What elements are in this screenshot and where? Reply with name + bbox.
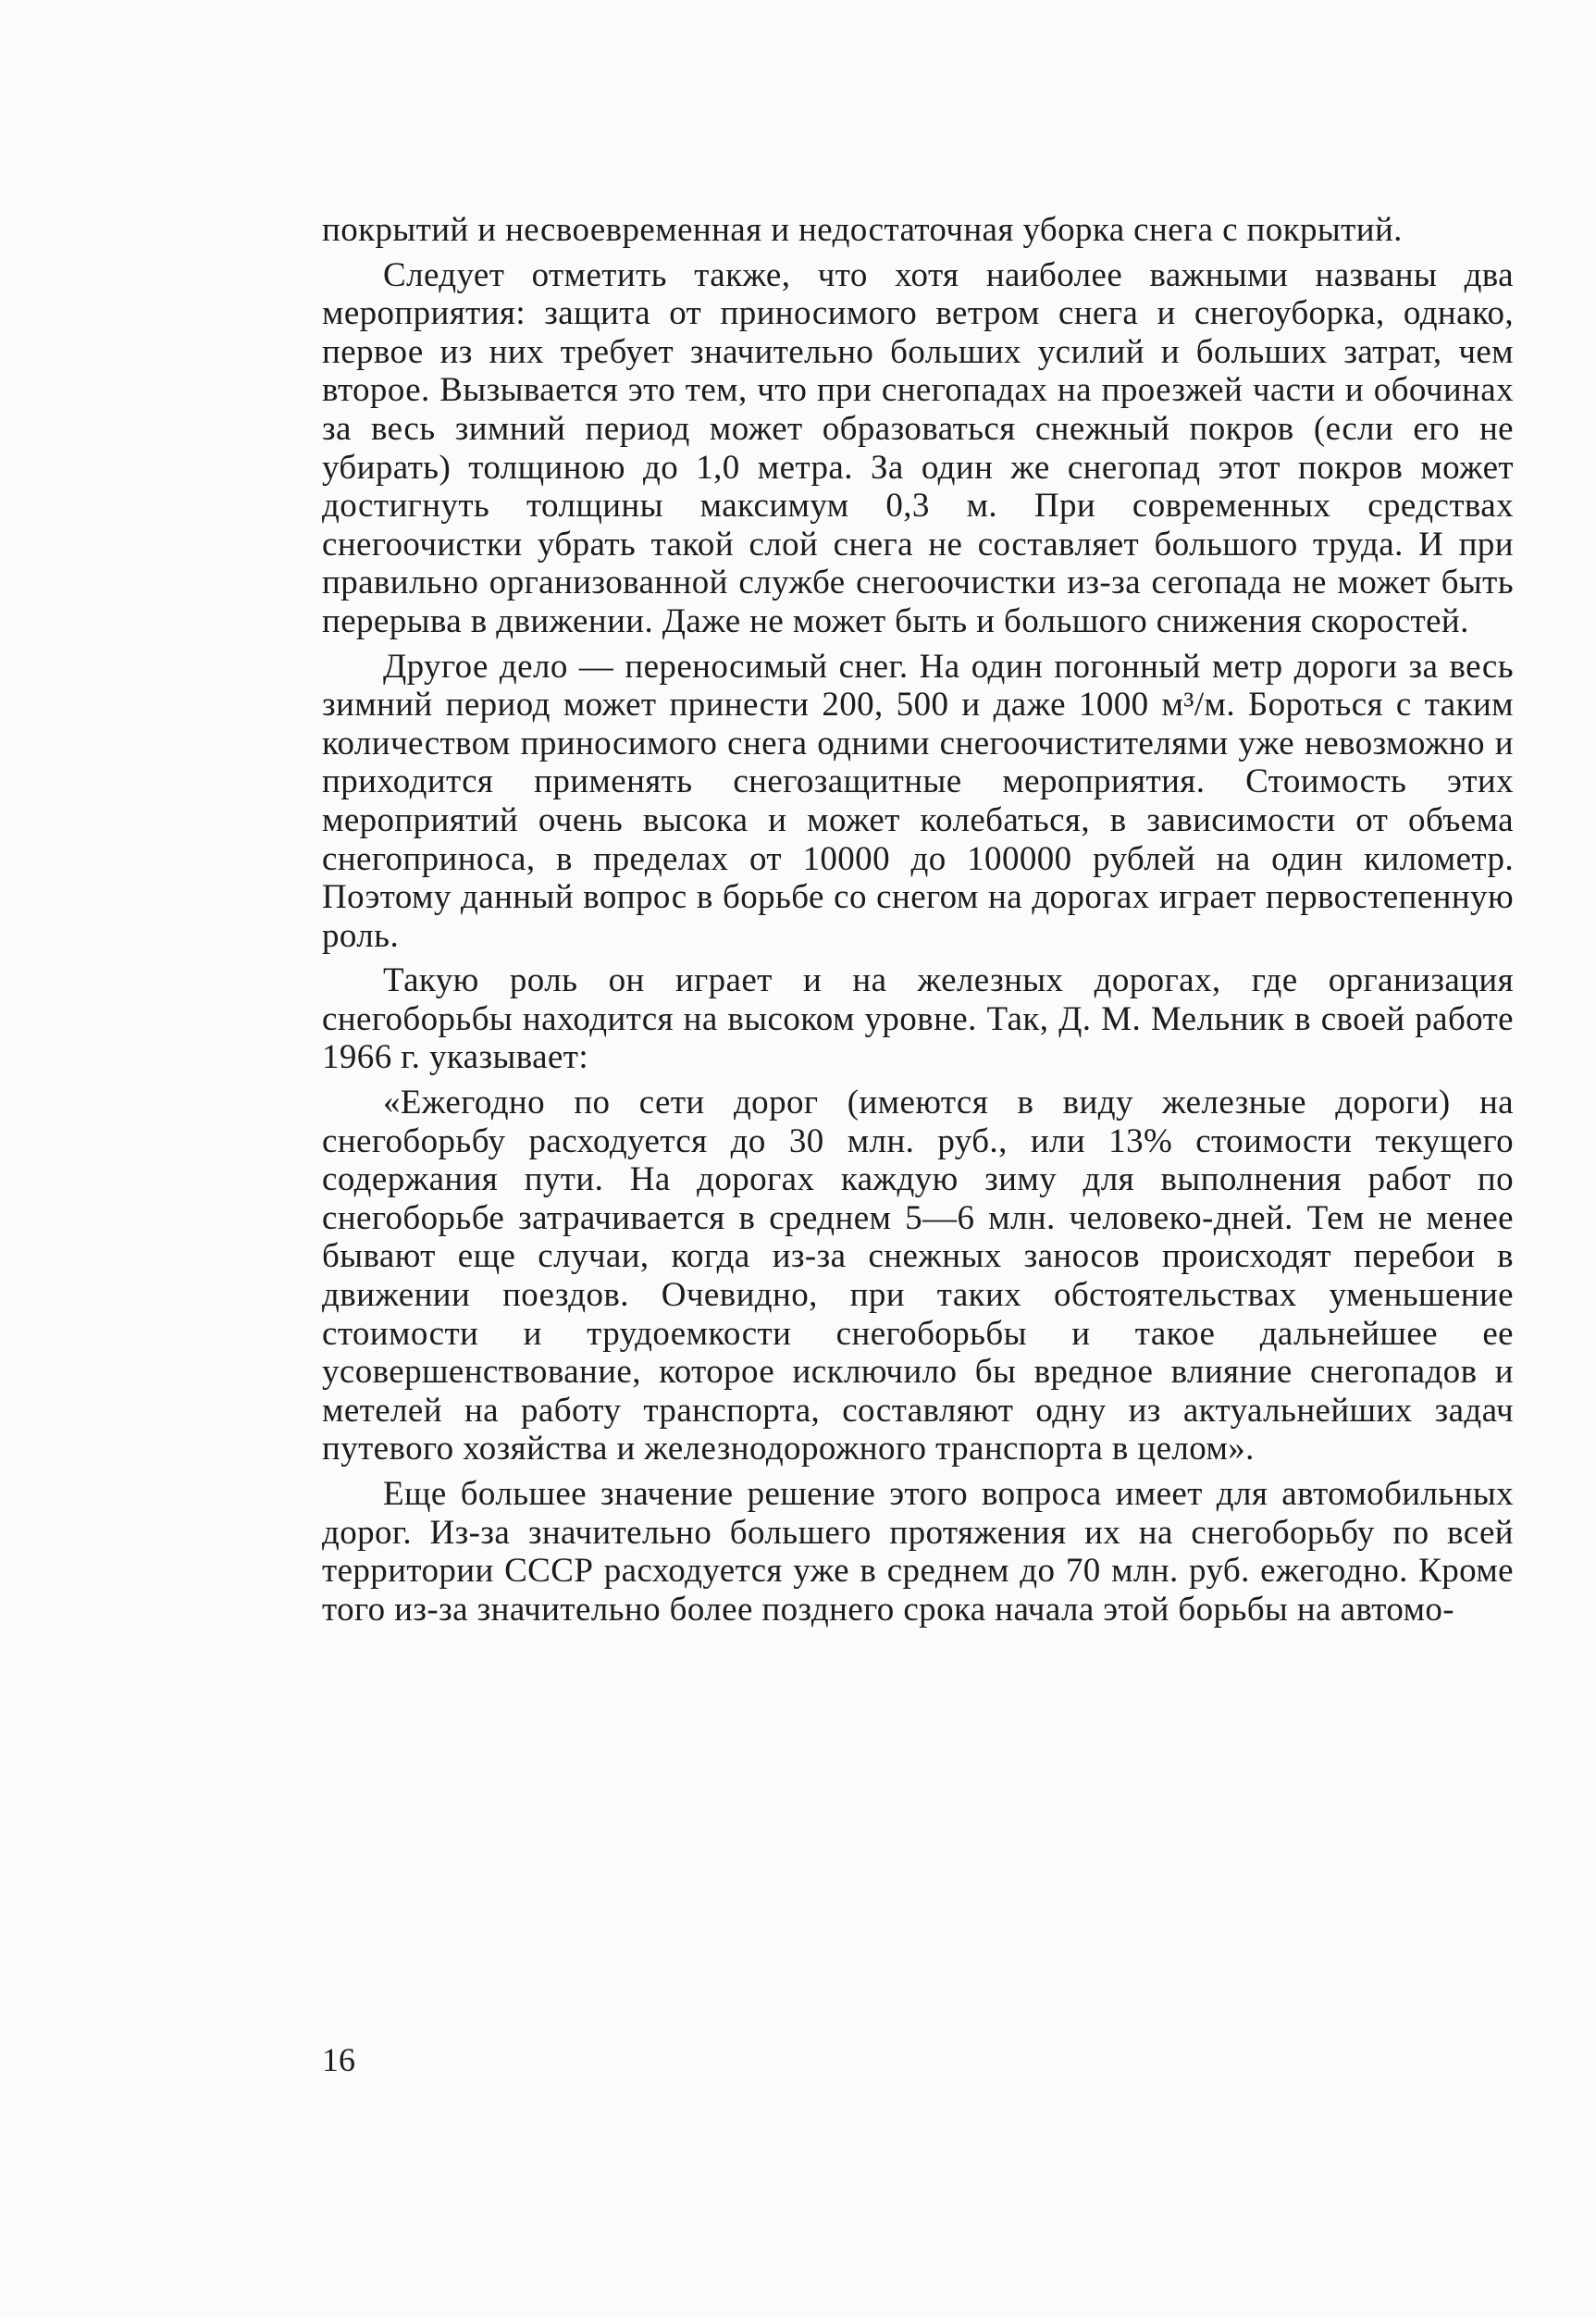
page-number: 16 [322, 2041, 355, 2078]
body-text [322, 211, 1514, 1635]
paragraph-drifting-snow: Другое дело — переносимый снег. На один погонный метр дороги за весь зимний период может принести 200, 500 и даже 1000 м³/м. Бороться с таким количеством приносимого снега одними снегоочистителями уже невозможно и приходится применять снегозащитные мероприятия. Стоимость этих мероприятий очень высока и может колебаться, в зависимости от объема снегоприноса, в пределах от 10000 до 100000 рублей на один километр. Поэтому данный вопрос в борьбе со снегом на дорогах играет первостепенную роль. [322, 647, 1514, 955]
paragraph-continuation: покрытий и несвоевременная и недостаточная уборка снега с покрытий. [322, 211, 1403, 249]
paragraph-two-measures: Следует отметить также, что хотя наиболее важными названы два мероприятия: защита от приносимого ветром снега и снегоуборка, однако, первое из них требует значительно больших усилий и больших затрат, чем второе. Вызывается это тем, что при снегопадах на проезжей части и обочинах за весь зимний период может образоваться снежный покров (если его не убирать) толщиною до 1,0 метра. За один же снегопад этот покров может достигнуть толщины максимум 0,3 м. При современных средствах снегоочистки убрать такой слой снега не составляет большого труда. И при правильно организованной службе снегоочистки из-за сегопада не может быть перерыва в движении. Даже не может быть и большого снижения скоростей. [322, 255, 1514, 640]
paragraph-railways: Такую роль он играет и на железных дорогах, где организация снегоборьбы находится на высоком уровне. Так, Д. М. Мельник в своей работе 1966 г. указывает: [322, 961, 1514, 1077]
paragraph-quotation: «Ежегодно по сети дорог (имеются в виду железные дороги) на снегоборьбу расходуется до 30 млн. руб., или 13% стоимости текущего содержания пути. На дорогах каждую зиму для выполнения работ по снегоборьбе затрачивается в среднем 5—6 млн. человеко-дней. Тем не менее бывают еще случаи, когда из-за снежных заносов происходят перебои в движении поездов. Очевидно, при таких обстоятельствах уменьшение стоимости и трудоемкости снегоборьбы и такое дальнейшее ее усовершенствование, которое исключило бы вредное влияние снегопадов и метелей на работу транспорта, составляют одну из актуальнейших задач путевого хозяйства и железнодорожного транспорта в целом». [322, 1084, 1514, 1468]
paragraph-highways: Еще большее значение решение этого вопроса имеет для автомобильных дорог. Из-за значительно большего протяжения их на снегоборьбу по всей территории СССР расходуется уже в среднем до 70 млн. руб. ежегодно. Кроме того из-за значительно более позднего срока начала этой борьбы на автомо- [322, 1475, 1514, 1629]
